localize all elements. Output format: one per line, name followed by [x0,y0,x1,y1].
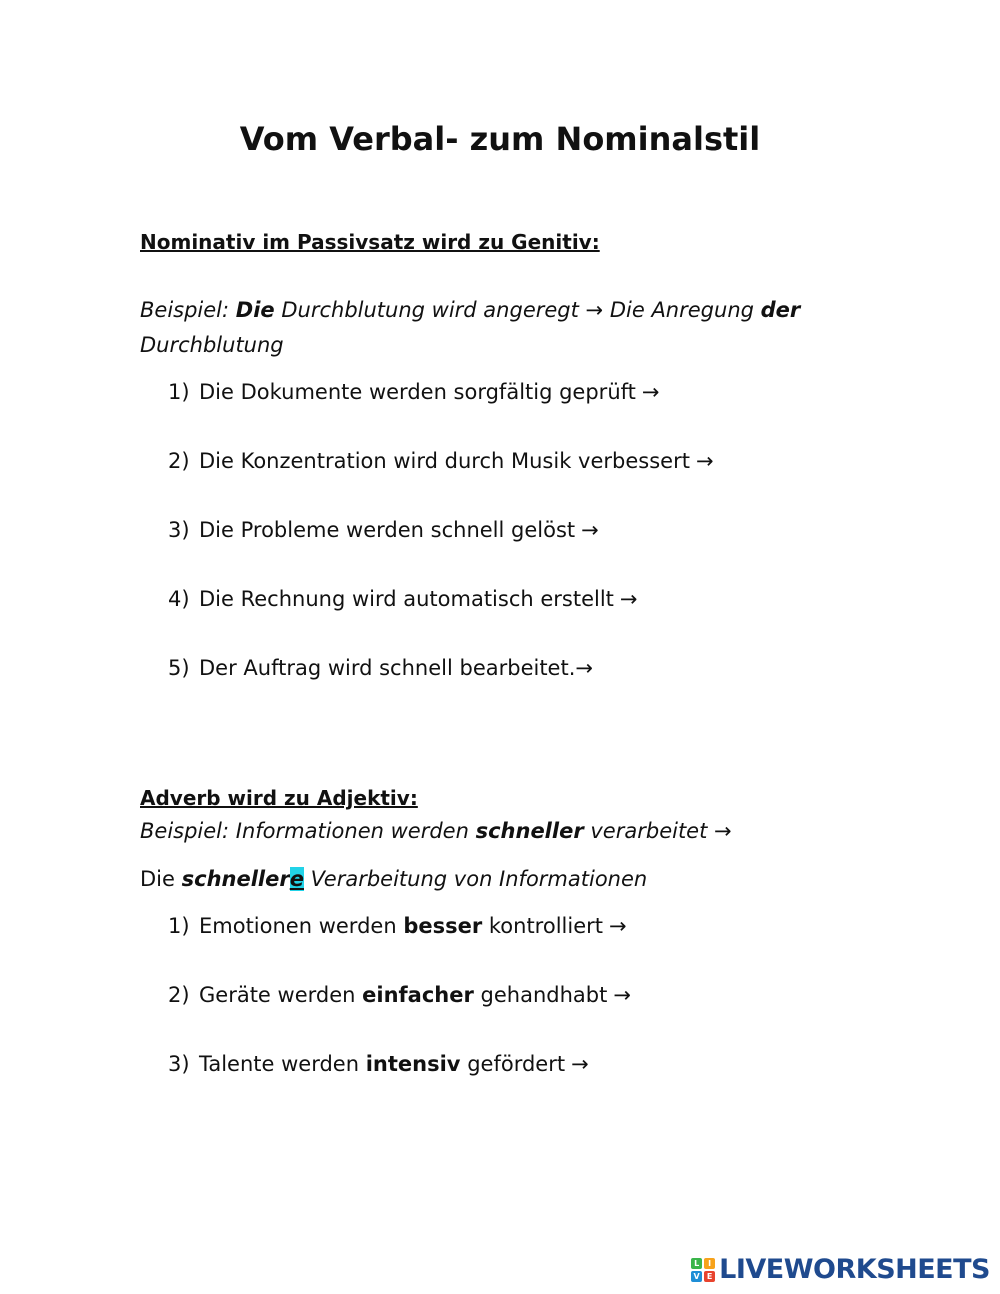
page-title: Vom Verbal- zum Nominalstil [239,120,761,158]
section2-heading: Adverb wird zu Adjektiv: [140,786,418,810]
item-post: gefördert [467,1052,566,1076]
example-verb: verarbeitet [590,819,708,843]
item-number: 2) [168,449,190,473]
section1-example-cont: Durchblutung [140,333,284,357]
arrow-icon: → [575,656,593,680]
example-genitive-article: der [760,298,801,322]
arrow-icon: → [619,587,638,611]
section2-item-2 [168,983,631,1007]
section2-example-result [140,867,647,891]
item-text: Die Probleme werden schnell gelöst [199,518,576,542]
example-label: Beispiel: [140,298,230,322]
section2-example [140,819,732,843]
result-adjective: schneller [181,867,290,891]
section1-item-5 [168,656,593,680]
item-text [199,914,603,938]
item-text: Der Auftrag wird schnell bearbeitet. [199,656,576,680]
section1-item-3 [168,518,599,542]
item-number: 3) [168,518,190,542]
logo-tile: I [704,1258,715,1269]
logo-text: LIVEWORKSHEETS [719,1254,990,1285]
example-article: Die [235,298,275,322]
section2-item-3 [168,1052,589,1076]
liveworksheets-logo [691,1254,990,1285]
item-post: gehandhabt [480,983,608,1007]
item-post: kontrolliert [488,914,603,938]
item-number: 4) [168,587,190,611]
item-pre: Geräte werden [199,983,356,1007]
section1-item-4 [168,587,638,611]
item-text [199,983,607,1007]
item-number: 3) [168,1052,190,1076]
section1-item-2 [168,449,714,473]
item-pre: Talente werden [199,1052,360,1076]
result-ending-highlight: e [289,867,304,891]
section1-heading: Nominativ im Passivsatz wird zu Genitiv: [140,230,600,254]
item-pre: Emotionen werden [199,914,397,938]
section2-item-1 [168,914,627,938]
item-adverb: besser [403,914,483,938]
result-noun: Verarbeitung von Informationen [310,867,648,891]
item-adverb: einfacher [362,983,474,1007]
item-number: 2) [168,983,190,1007]
example-label: Beispiel: Informationen werden [140,819,469,843]
arrow-icon: → [609,914,627,938]
arrow-icon: → [641,380,660,404]
item-adverb: intensiv [365,1052,461,1076]
logo-grid-icon [691,1258,715,1282]
arrow-icon: → [714,819,732,843]
logo-tile: E [704,1271,715,1282]
item-text: Die Konzentration wird durch Musik verbessert [199,449,690,473]
logo-tile: V [691,1271,702,1282]
example-adverb: schneller [475,819,584,843]
arrow-icon: → [695,449,714,473]
item-number: 5) [168,656,190,680]
example-verbal: Durchblutung wird angeregt [281,298,579,322]
item-text: Die Rechnung wird automatisch erstellt [199,587,614,611]
example-nominal: Die Anregung [609,298,754,322]
item-number: 1) [168,914,190,938]
item-text: Die Dokumente werden sorgfältig geprüft [199,380,636,404]
item-number: 1) [168,380,190,404]
section1-example [140,298,800,322]
logo-tile: L [691,1258,702,1269]
arrow-icon: → [581,518,599,542]
item-text [199,1052,565,1076]
arrow-icon: → [585,298,604,322]
section1-item-1 [168,380,660,404]
result-article: Die [140,867,175,891]
arrow-icon: → [571,1052,589,1076]
arrow-icon: → [613,983,631,1007]
